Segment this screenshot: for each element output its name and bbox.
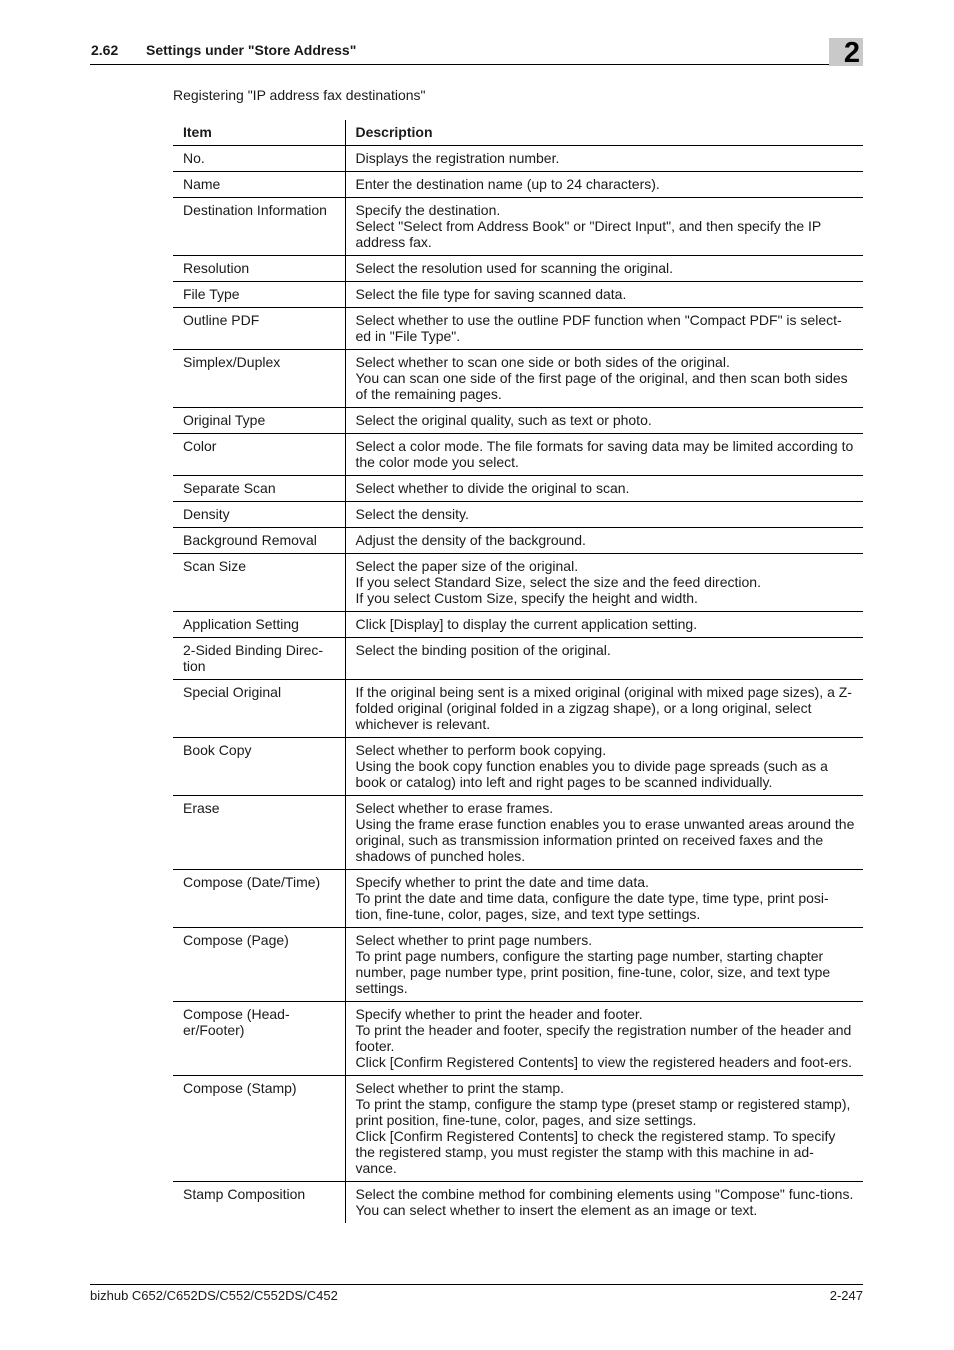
description-cell [345,1182,863,1224]
table-row [173,408,863,434]
table-row [173,1002,863,1076]
description-cell [345,256,863,282]
description-cell [345,350,863,408]
table-row [173,870,863,928]
description-line: Select the original quality, such as text or photo. [355,412,652,428]
description-cell [345,928,863,1002]
description-line: Select the file type for saving scanned data. [355,286,627,302]
table-row [173,612,863,638]
item-cell: Resolution [173,256,345,282]
description-line: Adjust the density of the background. [355,532,586,548]
table-row [173,172,863,198]
item-cell: Application Setting [173,612,345,638]
section-number: 2.62 [91,42,119,58]
settings-table [173,120,863,1223]
description-cell [345,308,863,350]
description-line: Click [Confirm Registered Contents] to check the registered stamp. To specify the registered stamp, you must register the stamp with this machine in ad-vance. [355,1128,836,1176]
description-cell [345,1076,863,1182]
item-cell: Name [173,172,345,198]
description-line: Select whether to perform book copying. [355,742,607,758]
description-line: To print the stamp, configure the stamp type (preset stamp or registered stamp), print position, fine-tune, color, pages, and size settings. [355,1096,851,1128]
description-line: If the original being sent is a mixed original (original with mixed page sizes), a Z-folded original (original folded in a zigzag shape), or a long original, select whichever is relevant. [355,684,852,732]
table-row [173,434,863,476]
description-line: If you select Standard Size, select the size and the feed direction. [355,574,761,590]
item-cell: 2-Sided Binding Direc-tion [173,638,345,680]
item-cell: Book Copy [173,738,345,796]
description-line: To print the header and footer, specify the registration number of the header and footer. [355,1022,852,1054]
chapter-tab [829,37,863,69]
table-row [173,146,863,172]
description-line: Using the book copy function enables you to divide page spreads (such as a book or catalog) into left and right pages to be scanned individually. [355,758,828,790]
description-line: Select the density. [355,506,469,522]
description-line: Select whether to use the outline PDF function when "Compact PDF" is select-ed in "File Type". [355,312,842,344]
description-line: Specify whether to print the header and footer. [355,1006,643,1022]
description-line: Select whether to divide the original to scan. [355,480,630,496]
description-cell [345,680,863,738]
description-line: Specify whether to print the date and time data. [355,874,649,890]
item-cell: Color [173,434,345,476]
description-cell [345,554,863,612]
table-row [173,256,863,282]
item-cell: Background Removal [173,528,345,554]
item-cell: Compose (Head-er/Footer) [173,1002,345,1076]
table-row [173,308,863,350]
description-line: To print page numbers, configure the starting page number, starting chapter number, page number type, print position, fine-tune, color, size, and text type settings. [355,948,831,996]
description-cell [345,146,863,172]
description-line: Specify the destination. [355,202,501,218]
item-cell: Compose (Page) [173,928,345,1002]
item-cell: Compose (Date/Time) [173,870,345,928]
description-line: Displays the registration number. [355,150,560,166]
description-line: If you select Custom Size, specify the height and width. [355,590,698,606]
table-header-row [173,120,863,146]
chapter-number: 2 [843,37,860,69]
description-line: Click [Confirm Registered Contents] to view the registered headers and foot-ers. [355,1054,852,1070]
description-cell [345,528,863,554]
item-cell: Outline PDF [173,308,345,350]
description-cell [345,282,863,308]
item-cell: Scan Size [173,554,345,612]
description-line: Select whether to print the stamp. [355,1080,565,1096]
description-line: Select the resolution used for scanning the original. [355,260,674,276]
description-line: Select "Select from Address Book" or "Direct Input", and then specify the IP address fax. [355,218,822,250]
intro-text: Registering "IP address fax destinations" [173,87,426,103]
description-line: Using the frame erase function enables you to erase unwanted areas around the original, such as transmission information printed on received faxes and the shadows of punched holes. [355,816,855,864]
item-cell: Original Type [173,408,345,434]
footer-page-number: 2-247 [829,1288,863,1303]
description-line: Enter the destination name (up to 24 characters). [355,176,660,192]
item-cell: File Type [173,282,345,308]
item-cell: No. [173,146,345,172]
table-row [173,502,863,528]
column-header-item: Item [173,120,345,146]
table-row [173,680,863,738]
item-cell: Stamp Composition [173,1182,345,1224]
description-line: Select whether to scan one side or both sides of the original. [355,354,730,370]
table-row [173,554,863,612]
footer-model: bizhub C652/C652DS/C552/C552DS/C452 [90,1288,338,1303]
item-cell: Separate Scan [173,476,345,502]
description-cell [345,738,863,796]
table-row [173,638,863,680]
description-cell [345,198,863,256]
description-line: Select a color mode. The file formats for saving data may be limited according to the color mode you select. [355,438,854,470]
description-cell [345,172,863,198]
item-cell: Erase [173,796,345,870]
table-row [173,1076,863,1182]
table-body [173,146,863,1224]
description-cell [345,870,863,928]
footer-rule [90,1284,863,1285]
section-title: Settings under "Store Address" [146,42,357,58]
description-cell [345,796,863,870]
description-line: Select whether to print page numbers. [355,932,593,948]
item-cell: Simplex/Duplex [173,350,345,408]
header-rule [90,64,863,65]
item-cell: Density [173,502,345,528]
description-line: You can select whether to insert the element as an image or text. [355,1202,758,1218]
description-line: Select the paper size of the original. [355,558,579,574]
table-row [173,350,863,408]
description-line: To print the date and time data, configure the date type, time type, print posi-tion, fine-tune, color, pages, size, and text type settings. [355,890,829,922]
table-row [173,282,863,308]
description-cell [345,502,863,528]
description-cell [345,476,863,502]
table-row [173,198,863,256]
description-line: Select the combine method for combining elements using "Compose" func-tions. [355,1186,854,1202]
table-row [173,476,863,502]
item-cell: Special Original [173,680,345,738]
description-cell [345,612,863,638]
description-cell [345,1002,863,1076]
description-line: Select the binding position of the original. [355,642,611,658]
description-line: You can scan one side of the first page of the original, and then scan both sides of the remaining pages. [355,370,848,402]
table-row [173,738,863,796]
description-line: Click [Display] to display the current application setting. [355,616,698,632]
table-row [173,1182,863,1224]
table-row [173,928,863,1002]
table-row [173,528,863,554]
description-cell [345,638,863,680]
description-cell [345,408,863,434]
column-header-description: Description [345,120,863,146]
description-line: Select whether to erase frames. [355,800,554,816]
table-row [173,796,863,870]
description-cell [345,434,863,476]
item-cell: Compose (Stamp) [173,1076,345,1182]
item-cell: Destination Information [173,198,345,256]
